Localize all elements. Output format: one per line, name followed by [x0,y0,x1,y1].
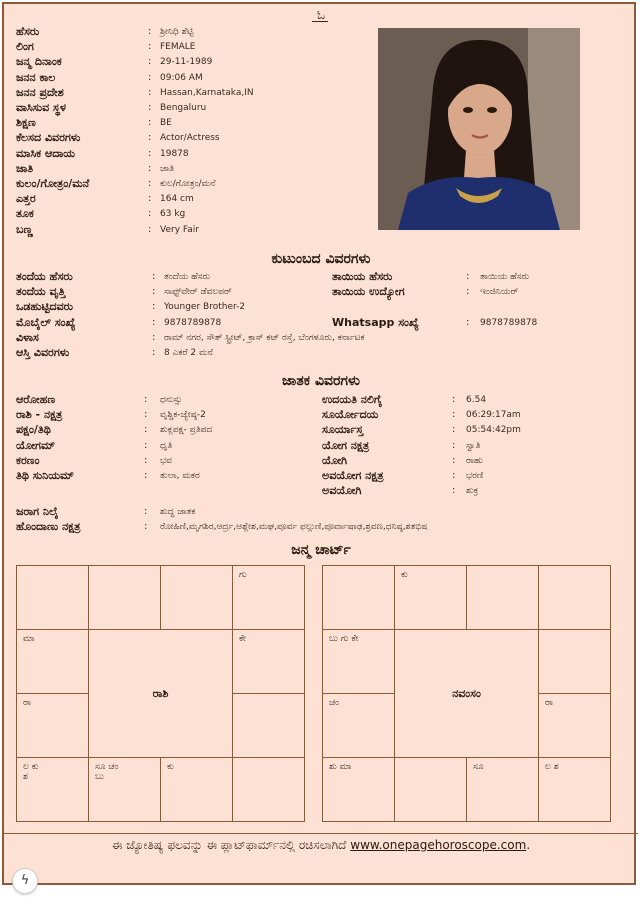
navamsa-chart [322,565,611,822]
rasi-house-9 [89,758,161,822]
personal-row-2-colon: : [148,56,152,68]
navamsa-house-4-planets: ಬು ಗು ಕೇ [329,634,359,644]
rasi-house-6 [17,694,89,758]
personal-row-1-colon: : [148,41,152,53]
astro-left-2-value: ಶುಕ್ಲಪಕ್ಷ- ಪ್ರತಿಪದ [160,425,213,436]
astro-right-1-value: 06:29:17am [466,410,521,421]
family-left-3-colon: : [152,316,156,328]
personal-row-2-value: 29-11-1989 [160,57,213,68]
portrait-illustration [378,28,580,230]
navamsa-house-10-planets: ಸೂ [473,762,484,772]
family-right-1-colon: : [466,286,470,298]
personal-row-8-colon: : [148,147,152,159]
personal-row-11-label: ಎತ್ತರ [16,192,36,206]
rasi-house-10 [161,758,233,822]
astro-right-3-colon: : [452,439,456,451]
astro-right-6-colon: : [452,485,456,497]
personal-row-9-label: ಜಾತಿ [16,161,34,175]
astro-right-4-colon: : [452,454,456,466]
navamsa-house-9 [395,758,467,822]
rasi-house-8-planets: ಶ [23,772,28,782]
rasi-house-3 [233,566,305,630]
personal-row-3-value: 09:06 AM [160,72,203,83]
family-left-4-colon: : [152,331,156,343]
navamsa-house-8 [323,758,395,822]
personal-row-12-label: ತೂಕ [16,207,34,221]
navamsa-house-7 [539,694,611,758]
navamsa-house-3 [539,566,611,630]
rasi-house-9-planets: ಸೂ ಚಂ [95,762,119,772]
astro-extra-0-colon: : [144,506,148,517]
family-left-0-label: ತಂದೆಯ ಹೆಸರು [16,270,73,283]
personal-row-5-value: Bengaluru [160,103,207,113]
navamsa-house-8-planets: ಶು ಮಾ [329,762,352,772]
astro-left-3-label: ಯೋಗಮ್ [16,438,55,452]
family-left-2-value: Younger Brother-2 [164,302,246,313]
rasi-house-4-planets: ಮಾ [23,634,35,644]
astro-right-0-value: 6.54 [466,395,487,405]
personal-row-9-value: ಜಾತಿ [160,163,174,174]
personal-row-6-value: BE [160,118,172,129]
personal-row-4-value: Hassan,Karnataka,IN [160,87,254,98]
personal-row-13-colon: : [148,223,152,235]
personal-row-5-label: ವಾಸಿಸುವ ಸ್ಥಳ [16,101,66,114]
family-left-1-value: ಸಾಫ್ಟ್‌ವೇರ್ ಡೆವಲಪರ್ [164,287,232,298]
astro-right-0-label: ಉದಯತಿ ನಲಿಗೈ [322,393,383,406]
astro-left-4-label: ಕರಣಂ [16,453,40,467]
rasi-house-11 [233,758,305,822]
family-right-1-label: ತಾಯಿಯ ಉದ್ಯೋಗ [332,285,405,299]
personal-row-6-colon: : [148,117,152,129]
personal-row-12-value: 63 kg [160,209,186,220]
rasi-house-4 [17,630,89,694]
navamsa-center-label: ನವಂಸಂ [395,630,539,758]
personal-row-8-label: ಮಾಸಿಕ ಆದಾಯ [16,146,75,160]
astro-left-5-value: ತುಲಾ, ಮಕರ [160,471,200,481]
navamsa-house-5 [539,630,611,694]
profile-photo [378,28,580,230]
footer [4,838,638,853]
family-right-1-value: ಇಂಜಿನಿಯರ್ [480,287,519,298]
rasi-house-5-planets: ಕೇ [239,634,247,644]
rasi-house-6-planets: ರಾ [23,698,31,708]
personal-row-0-value: ಶ್ರೀನಿಧಿ ಶೆಟ್ಟಿ [160,27,194,37]
astro-right-4-value: ರಾಹು [466,455,484,466]
astro-extra-1-colon: : [144,521,148,533]
astro-right-3-label: ಯೋಗ ನಕ್ಷತ್ರ [322,438,370,452]
astro-left-0-value: ಧನುಸ್ಸು [160,395,183,405]
personal-row-8-value: 19878 [160,148,189,159]
footer-suffix: . [526,838,531,852]
navamsa-house-10 [467,758,539,822]
personal-row-5-colon: : [148,102,152,113]
personal-row-9-colon: : [148,162,152,174]
astro-left-4-value: ಭವ [160,455,172,466]
personal-row-11-colon: : [148,193,152,205]
personal-row-4-label: ಜನನ ಪ್ರದೇಶ [16,85,64,99]
navamsa-house-6-planets: ಚಂ [329,698,340,708]
astro-extra-1-value: ರೋಹಿಣಿ,ಮೃಗಶಿರ,ಆರ್ದ್ರ,ಆಶ್ಲೇಶ,ಮಘ,ಪೂರ್ವ ಫಲ್ಗುಣಿ,ಪೂರ್ವಾಷಾಢ,ಶ್ರವಣ,ಧನಿಷ್ಠ,ಶತಭಿಷ [160,522,428,533]
personal-row-7-label: ಕೆಲಸದ ವಿವರಗಳು [16,131,81,145]
personal-row-10-value: ಕುಲ/ಗೋತ್ರಂ/ಮನೆ [160,179,216,189]
family-left-5-value: 8 ಎಕರೆ 2 ಮನೆ [164,348,213,358]
astro-right-2-value: 05:54:42pm [466,425,521,436]
astro-left-0-label: ಆರೋಹಣ [16,393,56,406]
astro-left-2-colon: : [144,424,148,436]
family-left-0-value: ತಂದೆಯ ಹೆಸರು [164,272,211,282]
family-left-5-colon: : [152,347,156,358]
family-left-3-label: ಮೊಬೈಲ್ ಸಂಖ್ಯೆ [16,315,76,329]
rasi-house-2 [161,566,233,630]
astro-right-6-label: ಅವಯೋಗಿ [322,484,362,498]
om-symbol: ಓ [316,8,326,22]
astro-right-3-value: ಸ್ವಾತಿ [466,440,481,451]
rasi-house-5 [233,630,305,694]
rasi-house-1 [89,566,161,630]
navamsa-house-11 [539,758,611,822]
family-right-2-value: 9878789878 [480,317,538,328]
navamsa-house-6 [323,694,395,758]
lightning-icon[interactable]: ϟ [12,868,38,894]
birth-chart-title: ಜನ್ಮ ಚಾರ್ಟ್ [291,542,351,558]
astro-left-5-label: ತಿಥಿ ಸುನಿಯಮ್ [16,469,75,482]
personal-row-2-label: ಜನ್ಮ ದಿನಾಂಕ [16,55,62,69]
astro-left-3-value: ಧೃತಿ [160,440,173,451]
astro-right-6-value: ಶುಕ್ರ [466,486,479,497]
family-left-4-value: ರಾಮ್ ನಗರ, ಸೌತ್ ಸ್ಟ್ರೀಟ್, ಕ್ರಾಸ್ ಕಟ್ ರಸ್ತೆ, ಬೆಂಗಳೂರು, ಕರ್ನಾಟಕ [164,332,365,343]
horoscope-sheet [2,2,636,885]
footer-text: ಈ ಜ್ಯೋತಿಷ್ಯ ಫಲವನ್ನು ಈ ಪ್ಲಾಟ್‌ಫಾರ್ಮ್‌ನಲ್ಲಿ ರಚಿಸಲಾಗಿದೆ [111,838,347,852]
astro-right-0-colon: : [452,394,456,405]
personal-row-10-colon: : [148,178,152,189]
personal-row-10-label: ಕುಲಂ/ಗೋತ್ರಂ/ಮನೆ [16,177,90,190]
astro-right-1-colon: : [452,409,456,421]
rasi-house-7 [233,694,305,758]
astro-left-3-colon: : [144,439,148,451]
astro-left-1-value: ವೃಶ್ಚಿಕ-ಜ್ಯೇಷ್ಠ-2 [160,410,206,421]
personal-row-7-value: Actor/Actress [160,133,220,144]
rasi-house-10-planets: ಕು [167,762,174,772]
family-left-2-colon: : [152,301,156,313]
rasi-house-9-planets: ಬು [95,772,104,782]
astro-section-title: ಜಾತಕ ವಿವರಗಳು [282,373,360,389]
personal-row-1-value: FEMALE [160,42,196,53]
astro-left-2-label: ಪಕ್ಷಂ/ತಿಥಿ [16,423,51,437]
rasi-house-8 [17,758,89,822]
navamsa-house-1 [395,566,467,630]
navamsa-house-7-planets: ರಾ [545,698,553,708]
navamsa-house-2 [467,566,539,630]
family-right-0-label: ತಾಯಿಯ ಹೆಸರು [332,270,393,283]
astro-right-5-label: ಅವಯೋಗ ನಕ್ಷತ್ರ [322,469,384,482]
personal-row-7-colon: : [148,132,152,144]
navamsa-house-1-planets: ಕು [401,570,408,580]
family-right-2-label: Whatsapp ಸಂಖ್ಯೆ [332,315,419,329]
family-left-1-colon: : [152,286,156,298]
astro-left-0-colon: : [144,394,148,405]
personal-row-6-label: ಶಿಕ್ಷಣ [16,116,36,130]
family-left-4-label: ವಿಳಾಸ [16,330,39,344]
astro-extra-1-label: ಹೊಂದಾಣು ನಕ್ಷತ್ರ [16,520,81,534]
family-section-title: ಕುಟುಂಬದ ವಿವರಗಳು [271,251,371,267]
footer-link[interactable]: www.onepagehoroscope.com [350,838,527,852]
navamsa-house-11-planets: ಲ ಶ [545,762,559,772]
family-right-0-colon: : [466,271,470,282]
family-right-2-colon: : [466,316,470,328]
personal-row-11-value: 164 cm [160,194,194,205]
rasi-chart [16,565,305,822]
navamsa-house-0 [323,566,395,630]
personal-row-0-label: ಹೆಸರು [16,25,40,38]
astro-right-4-label: ಯೋಗಿ [322,453,348,467]
footer-divider [4,833,638,834]
astro-extra-0-label: ಜರಾಗ ನಿಲೈ [16,505,59,518]
family-left-0-colon: : [152,271,156,282]
personal-row-3-label: ಜನನ ಕಾಲ [16,70,56,84]
astro-left-5-colon: : [144,470,148,481]
family-right-0-value: ತಾಯಿಯ ಹೆಸರು [480,272,530,282]
family-left-5-label: ಆಸ್ತಿ ವಿವರಗಳು [16,346,70,359]
astro-right-1-label: ಸೂರ್ಯೋದಯ [322,408,379,422]
rasi-house-3-planets: ಗು [239,570,247,580]
astro-left-1-label: ರಾಶಿ - ನಕ್ಷತ್ರ [16,408,63,422]
family-left-2-label: ಒಡಹುಟ್ಟಿದವರು [16,300,73,314]
personal-row-3-colon: : [148,71,152,83]
astro-right-5-colon: : [452,470,456,481]
astro-right-2-label: ಸೂರ್ಯಾಸ್ತ [322,423,363,437]
personal-row-4-colon: : [148,86,152,98]
family-left-1-label: ತಂದೆಯ ವೃತ್ತಿ [16,285,66,299]
personal-row-1-label: ಲಿಂಗ [16,40,34,54]
astro-right-5-value: ಭರಣಿ [466,471,484,481]
family-left-3-value: 9878789878 [164,317,222,328]
astro-right-2-colon: : [452,424,456,436]
om-underline [312,21,328,22]
rasi-house-8-planets: ಲ ಕು [23,762,39,772]
astro-left-1-colon: : [144,409,148,421]
rasi-center-label: ರಾಶಿ [89,630,233,758]
personal-row-13-value: Very Fair [160,224,199,235]
astro-extra-0-value: ಶುದ್ಧ ಜಾತಕ [160,507,196,517]
navamsa-house-4 [323,630,395,694]
personal-row-13-label: ಬಣ್ಣ [16,222,33,236]
astro-left-4-colon: : [144,454,148,466]
rasi-house-0 [17,566,89,630]
personal-row-12-colon: : [148,208,152,220]
personal-row-0-colon: : [148,26,152,37]
